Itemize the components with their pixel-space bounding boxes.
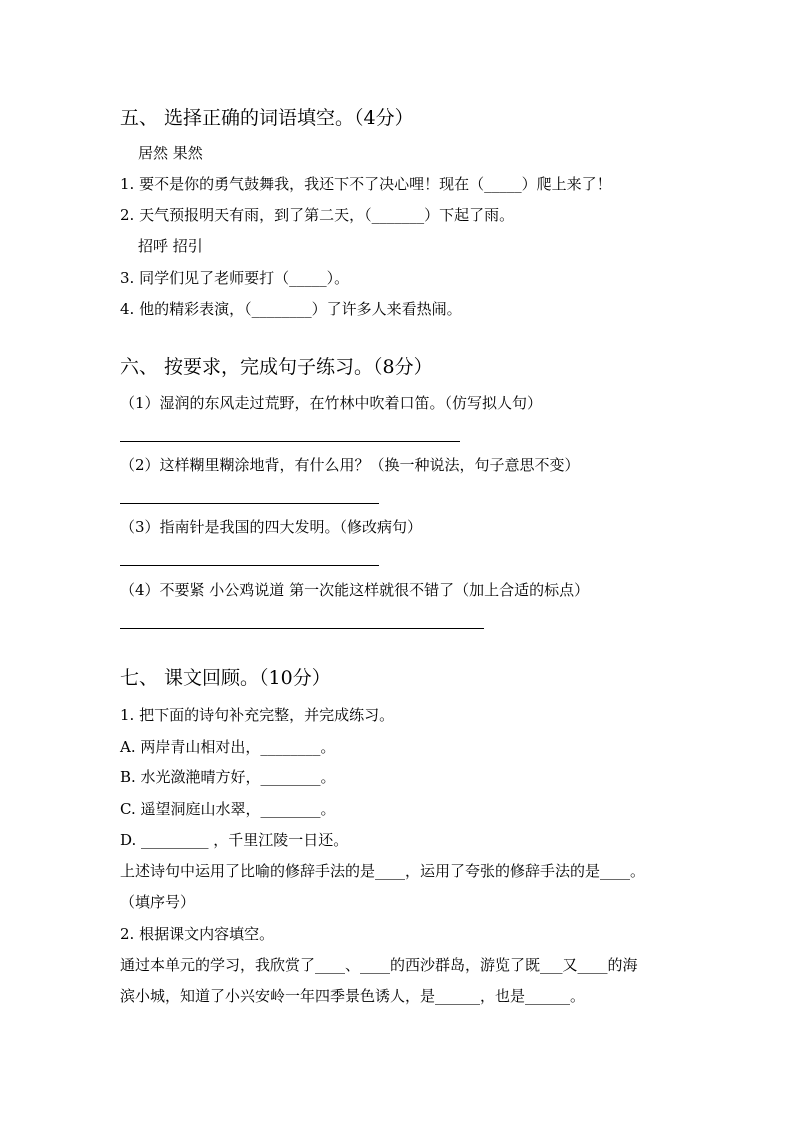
poem-line-d: D. _________ ，千里江陵一日还。 (120, 831, 349, 849)
fill-in-number-note: （填序号） (120, 893, 196, 911)
poem-line-c: C. 遥望洞庭山水翠，________。 (120, 800, 336, 818)
section-6-question-2: （2）这样糊里糊涂地背，有什么用？（换一种说法，句子意思不变） (120, 456, 580, 474)
word-pair-jurann-guoran: 居然 果然 (138, 144, 203, 162)
answer-line-2 (120, 503, 379, 504)
section-5-question-4: 4. 他的精彩表演，（________）了许多人来看热闹。 (120, 300, 462, 318)
section-6-heading: 六、 按要求，完成句子练习。（8分） (120, 356, 433, 378)
section-6-question-3: （3）指南针是我国的四大发明。（修改病句） (120, 518, 423, 536)
answer-line-3 (120, 565, 379, 566)
section-5-question-2: 2. 天气预报明天有雨，到了第二天，（_______）下起了雨。 (120, 206, 515, 224)
poem-line-b: B. 水光潋滟晴方好，________。 (120, 768, 336, 786)
rhetoric-question: 上述诗句中运用了比喻的修辞手法的是____，运用了夸张的修辞手法的是____。 (120, 862, 646, 880)
section-6-question-4: （4）不要紧 小公鸡说道 第一次能这样就很不错了（加上合适的标点） (120, 581, 590, 599)
section-7-part-1-title: 1. 把下面的诗句补充完整，并完成练习。 (120, 706, 395, 724)
unit-review-line-1: 通过本单元的学习，我欣赏了____、____的西沙群岛，游览了既___又____的海 (120, 956, 638, 974)
poem-line-a: A. 两岸青山相对出，________。 (120, 738, 336, 756)
section-5-question-3: 3. 同学们见了老师要打（_____）。 (120, 269, 350, 287)
answer-line-1 (120, 441, 460, 442)
unit-review-line-2: 滨小城，知道了小兴安岭一年四季景色诱人，是______，也是______。 (120, 987, 586, 1005)
word-pair-zhaohu-zhaoyin: 招呼 招引 (138, 237, 203, 255)
section-5-question-1: 1. 要不是你的勇气鼓舞我，我还下不了决心哩！现在（_____）爬上来了！ (120, 175, 612, 193)
answer-line-4 (120, 628, 484, 629)
section-7-part-2-title: 2. 根据课文内容填空。 (120, 925, 275, 943)
section-7-heading: 七、 课文回顾。（10分） (120, 667, 331, 689)
section-5-heading: 五、 选择正确的词语填空。（4分） (120, 107, 414, 129)
section-6-question-1: （1）湿润的东风走过荒野，在竹林中吹着口笛。（仿写拟人句） (120, 394, 543, 412)
